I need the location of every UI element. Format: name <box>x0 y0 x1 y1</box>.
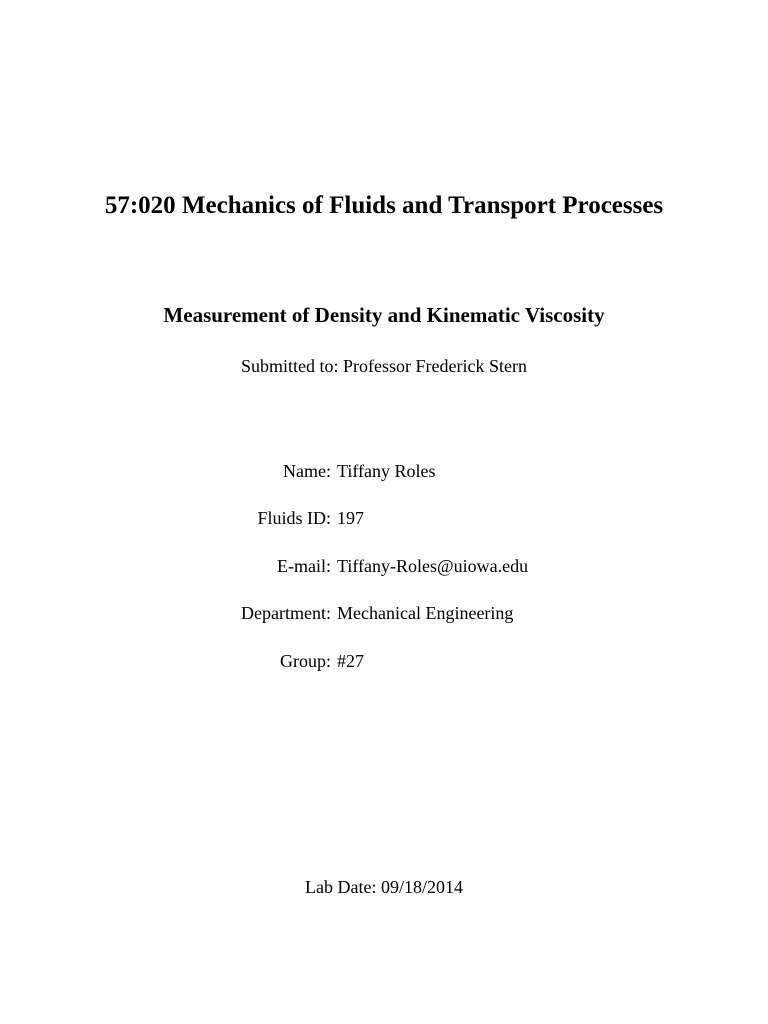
student-name-row <box>0 461 768 485</box>
submitted-to-line: Submitted to: Professor Frederick Stern <box>241 356 527 376</box>
email-row <box>0 556 768 580</box>
course-title: 57:020 Mechanics of Fluids and Transport Processes <box>104 192 664 219</box>
group-label: Group: <box>280 651 331 671</box>
lab-date: Lab Date: 09/18/2014 <box>305 877 463 897</box>
group-row <box>0 651 768 675</box>
email-value: Tiffany-Roles@uiowa.edu <box>337 556 529 576</box>
fluids-id-row <box>0 508 768 532</box>
department-label: Department: <box>241 603 331 623</box>
student-name: Tiffany Roles <box>337 461 436 481</box>
fluids-id-label: Fluids ID: <box>257 508 331 528</box>
department-value: Mechanical Engineering <box>337 603 514 623</box>
department-row <box>0 603 768 627</box>
email-label: E-mail: <box>277 556 331 576</box>
fluids-id-value: 197 <box>337 508 364 528</box>
report-title: Measurement of Density and Kinematic Viscosity <box>163 303 605 327</box>
group-value: #27 <box>337 651 364 671</box>
name-label: Name: <box>283 461 331 481</box>
